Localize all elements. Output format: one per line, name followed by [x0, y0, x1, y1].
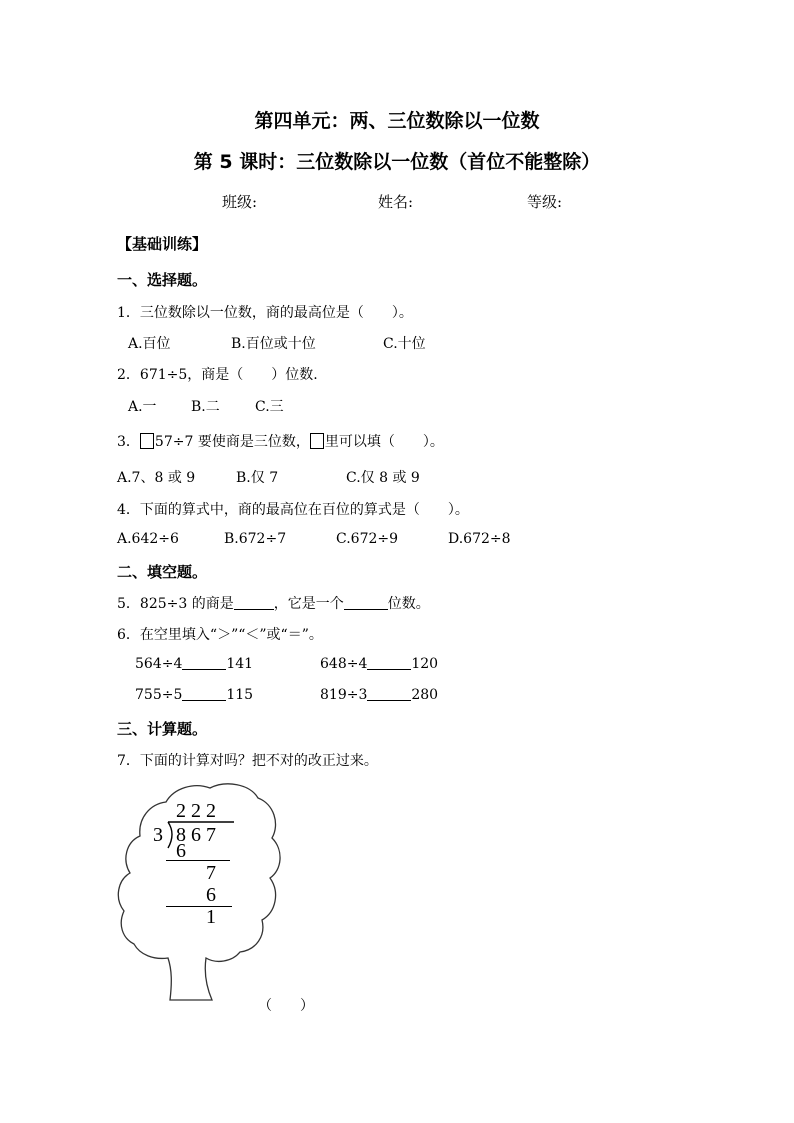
answer-blank[interactable]	[234, 597, 274, 610]
compare-blank[interactable]	[367, 688, 411, 701]
q6-right: 141	[226, 656, 254, 672]
dividend-digits: 8 6 7	[176, 824, 216, 846]
class-label: 班级:	[222, 193, 258, 211]
q3-mid: 57÷7 要使商是三位数，	[154, 434, 310, 450]
q7-answer-parentheses[interactable]: （ ）	[258, 998, 314, 1014]
q5-stem	[117, 593, 430, 613]
answer-blank[interactable]	[344, 597, 388, 610]
q6-item	[135, 687, 253, 703]
compare-blank[interactable]	[367, 657, 411, 670]
compare-blank[interactable]	[182, 688, 226, 701]
grade-label: 等级:	[527, 193, 563, 211]
q1-option-a: A.百位	[128, 336, 171, 352]
q4-option-c: C.672÷9	[336, 531, 399, 547]
q6-item	[135, 656, 253, 672]
q6-right: 280	[411, 687, 439, 703]
q6-item	[320, 656, 438, 672]
q5-part-a: 5．825÷3 的商是	[117, 596, 234, 612]
q3-option-b: B.仅 7	[236, 470, 279, 486]
q1-option-c: C.十位	[383, 336, 426, 352]
name-label: 姓名:	[378, 193, 414, 211]
q2-option-b: B.二	[191, 399, 220, 415]
division-rule-line	[166, 906, 232, 907]
division-rule-line	[166, 860, 230, 861]
q1-stem: 1．三位数除以一位数，商的最高位是（ ）。	[117, 305, 413, 321]
q6-right: 120	[411, 656, 439, 672]
section-basic-training: 【基础训练】	[117, 235, 208, 253]
q4-option-d: D.672÷8	[448, 531, 511, 547]
blank-box	[310, 433, 324, 449]
second-product: 6	[206, 884, 216, 906]
unit-title: 第四单元：两、三位数除以一位数	[254, 110, 540, 132]
q1-option-b: B.百位或十位	[231, 336, 316, 352]
q2-option-a: A.一	[128, 399, 157, 415]
q3-post: 里可以填（ ）。	[324, 434, 444, 450]
part3-heading: 三、计算题。	[117, 720, 208, 738]
first-product: 6	[176, 840, 186, 862]
lesson-title: 第 5 课时：三位数除以一位数（首位不能整除）	[193, 151, 601, 173]
q6-right: 115	[226, 687, 254, 703]
q7-stem: 7．下面的计算对吗？把不对的改正过来。	[117, 753, 378, 769]
remainder-digit: 1	[206, 906, 216, 928]
q6-left: 755÷5	[135, 687, 183, 703]
q6-item	[320, 687, 438, 703]
bring-down-digit: 7	[206, 862, 216, 884]
q6-stem: 6．在空里填入“＞”“＜”或“＝”。	[117, 627, 323, 643]
part1-heading: 一、选择题。	[117, 271, 208, 289]
q4-option-a: A.642÷6	[117, 531, 179, 547]
divisor-digit: 3	[153, 824, 163, 846]
q5-part-c: 位数。	[387, 596, 430, 612]
q6-left: 648÷4	[320, 656, 368, 672]
quotient-digits: 2 2 2	[176, 800, 216, 822]
q3-number: 3．	[117, 434, 140, 450]
q3-stem	[117, 431, 444, 451]
q2-option-c: C.三	[255, 399, 284, 415]
q3-option-a: A.7、8 或 9	[117, 470, 196, 486]
compare-blank[interactable]	[182, 657, 226, 670]
q6-left: 819÷3	[320, 687, 368, 703]
q6-left: 564÷4	[135, 656, 183, 672]
q4-stem: 4．下面的算式中，商的最高位在百位的算式是（ ）。	[117, 502, 469, 518]
blank-box	[140, 433, 154, 449]
q5-part-b: ，它是一个	[273, 596, 344, 612]
q3-option-c: C.仅 8 或 9	[346, 470, 420, 486]
q4-option-b: B.672÷7	[224, 531, 287, 547]
q2-stem: 2．671÷5，商是（ ）位数.	[117, 367, 318, 383]
part2-heading: 二、填空题。	[117, 563, 208, 581]
